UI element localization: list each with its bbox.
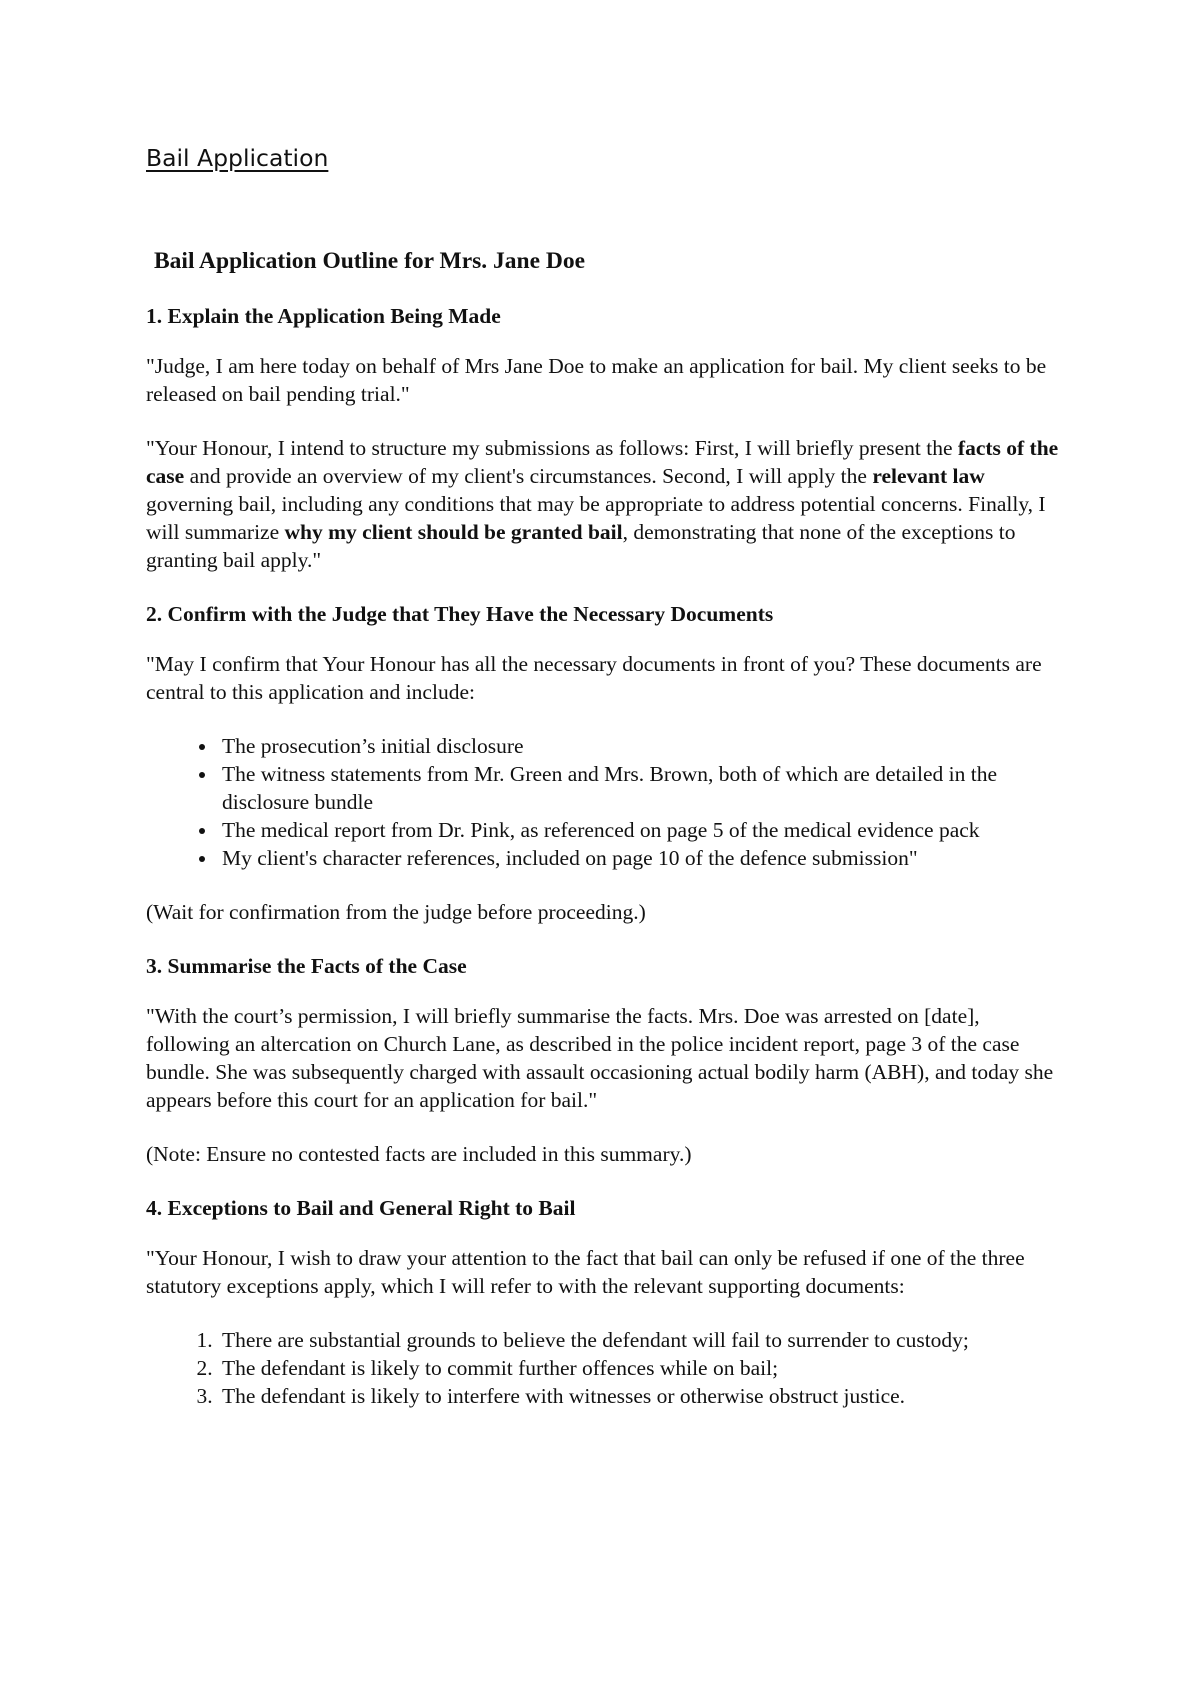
exceptions-list [146,1326,1066,1410]
paragraph: "Your Honour, I wish to draw your attention to the fact that bail can only be refused if one of the three statutory exceptions apply, which I will refer to with the relevant supporting documents: [146,1246,1025,1298]
section-confirm-documents [146,600,1066,926]
section-heading: 3. Summarise the Facts of the Case [146,954,467,978]
section-exceptions-to-bail [146,1194,1066,1410]
text-run: , demonstrating that none of the exceptions to granting bail apply." [146,520,1016,572]
note: (Note: Ensure no contested facts are included in this summary.) [146,1142,692,1166]
section-summarise-facts [146,952,1066,1168]
text-run: and provide an overview of my client's circumstances. Second, I will apply the [184,464,873,488]
document-body [146,246,1066,1436]
text-run: "Your Honour, I intend to structure my submissions as follows: First, I will briefly present the [146,436,958,460]
section-heading: 4. Exceptions to Bail and General Right to Bail [146,1196,576,1220]
section-heading: 1. Explain the Application Being Made [146,304,501,328]
list-item: • The prosecution’s initial disclosure [218,732,1066,760]
paragraph-structure [146,434,1066,574]
section-explain-application [146,302,1066,574]
list-item: • The medical report from Dr. Pink, as referenced on page 5 of the medical evidence pack [218,816,1066,844]
paragraph: "May I confirm that Your Honour has all the necessary documents in front of you? These documents are central to this application and include: [146,652,1042,704]
note: (Wait for confirmation from the judge before proceeding.) [146,900,646,924]
list-item: 1. There are substantial grounds to believe the defendant will fail to surrender to custody; [218,1326,1066,1354]
section-heading: 2. Confirm with the Judge that They Have the Necessary Documents [146,602,774,626]
list-item: • The witness statements from Mr. Green and Mrs. Brown, both of which are detailed in the disclosure bundle [218,760,1066,816]
text-run: governing bail, including any conditions that may be appropriate to address potential concerns. Finally, I will summarize [146,492,1046,544]
bold-text: why my client should be granted bail [284,520,623,544]
outline-heading: Bail Application Outline for Mrs. Jane Doe [154,248,586,274]
bold-text: facts of the case [146,436,1059,488]
paragraph: "Judge, I am here today on behalf of Mrs Jane Doe to make an application for bail. My client seeks to be released on bail pending trial." [146,354,1047,406]
document-title: Bail Application [146,144,329,172]
list-item: 3. The defendant is likely to interfere with witnesses or otherwise obstruct justice. [218,1382,1066,1410]
documents-list [146,732,1066,872]
bold-text: relevant law [872,464,985,488]
list-item: • My client's character references, included on page 10 of the defence submission" [218,844,1066,872]
paragraph: "With the court’s permission, I will briefly summarise the facts. Mrs. Doe was arrested on [date], following an altercation on Church Lane, as described in the police incident report, page 3 of the case bundle. She was subsequently charged with assault occasioning actual bodily harm (ABH), and today she appears before this court for an application for bail." [146,1004,1054,1112]
list-item: 2. The defendant is likely to commit further offences while on bail; [218,1354,1066,1382]
